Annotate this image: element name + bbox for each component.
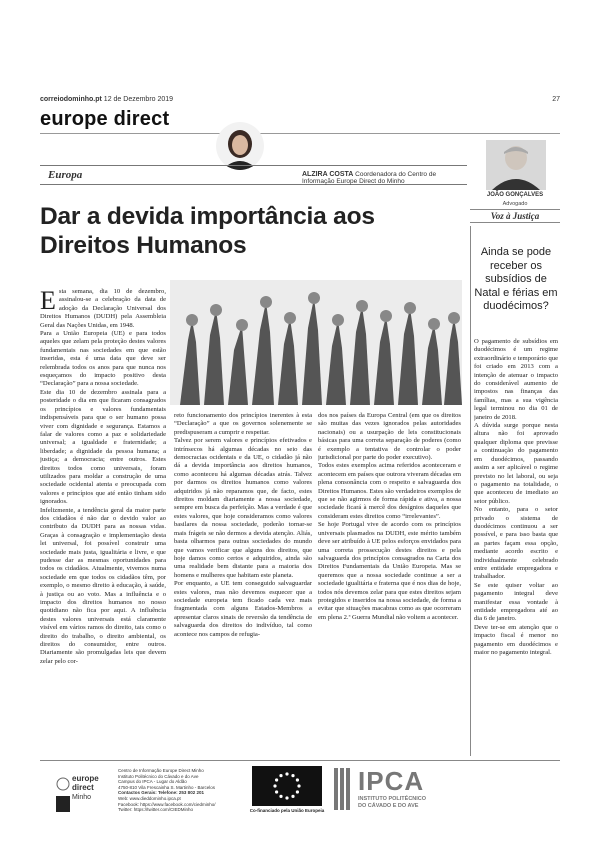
sidebar-column-label: Voz à Justiça xyxy=(470,209,560,223)
site-name: correiodominho.pt xyxy=(40,96,102,103)
sidebar-text xyxy=(474,338,558,758)
footer-divider xyxy=(40,760,560,761)
contact-line[interactable]: Twitter: https://twitter.com/CIEDMinho xyxy=(118,807,194,813)
sidebar-author-role: Advogado xyxy=(502,201,528,207)
article-paragraph: Se hoje Portugal vive de acordo com os princípios universais plasmados na DUDH, este mérito também deve ser atribuído à UE pelos esforços envidados para uma correta prossecução destes direitos e pela salvaguarda dos princípios consagrados na Carta dos Direitos Fundamentais da União Europeia. Mas se queremos que a nossa sociedade continue a ser a sociedade igualitária e fraterna que é nos dias de hoje, todos nós devemos zelar para que estes direitos sejam protegidos e inseridos na nossa sociedade, de forma a evitar que situações macabras como as que ocorreram em plena 2.ª Guerra Mundial não voltem a acontecer. xyxy=(318,521,461,621)
raised-hands-image xyxy=(170,280,462,405)
section-title: europe direct xyxy=(40,108,170,130)
article-paragraph: Esta semana, dia 10 de dezembro, assinalou-se a celebração da data de adoção da Declaração Universal dos Direitos Humanos (DUDH) pela Assembleia Geral das Nações Unidas, em 1948. xyxy=(40,288,166,329)
contact-line: Instituto Politécnico do Cávado e do Ave xyxy=(118,773,199,779)
drop-cap: E xyxy=(40,288,56,315)
sidebar-paragraph: Se este quiser voltar ao pagamento integral deve manifestar essa vontade à entidade empregadora até ao dia 6 de janeiro. xyxy=(474,581,558,623)
logo-text: europe direct xyxy=(72,774,99,792)
page-number: 27 xyxy=(552,96,560,103)
author-byline xyxy=(302,171,467,185)
contact-line: Campus do IPCA - Lugar do Aldão xyxy=(118,779,187,785)
contact-line: Centro de Informação Europe Direct Minho xyxy=(118,768,204,773)
sidebar-paragraph: A dúvida surge porque nesta altura não foi aprovado qualquer diploma que previsse a continuação do pagamento em duodécimos, passando assim a ser aplicável o regime previsto no lei laboral, ou seja o pagamento na totalidade, o que aconteceu de imediato ao setor público. xyxy=(474,422,558,505)
article-paragraph: Por enquanto, a UE tem conseguido salvaguardar estes valores, mas não devemos esquecer que a sociedade europeia tem ficado cada vez mais fragmentada com alguns Estados-Membros a apresentar claros sinais de reversão da tendência de salvaguarda dos direitos do indivíduo, tal como acontece nos campos de refugia- xyxy=(174,580,312,638)
sidebar-paragraph: O pagamento de subsídios em duodécimos é um regime extraordinário e temporário que foi criado em 2013 com a intenção de atenuar o impacto do considerável aumento de impostos nas finanças das famílias, mas a sua vigência legal terminou no dia 01 de janeiro de 2018. xyxy=(474,338,558,421)
author-name: ALZIRA COSTA xyxy=(302,171,354,178)
article-column-3 xyxy=(318,412,461,758)
sidebar-question: Ainda se pode receber os subsídios de Natal e férias em duodécimos? xyxy=(474,246,558,312)
europe-direct-logo xyxy=(56,772,114,812)
eu-cofunding-caption: Co-financiado pela União Europeia xyxy=(249,808,325,813)
ipca-subtitle: INSTITUTO POLITÉCNICO DO CÁVADO E DO AVE xyxy=(358,796,427,809)
author-role: Coordenadora do Centro de Informação Europe Direct do Minho xyxy=(302,171,437,185)
contact-info xyxy=(118,768,268,813)
article-paragraph: Todos estes exemplos acima referidos aconteceram e acontecem em países que outrora viveram décadas em plena consonância com o respeito e salvaguarda dos Direitos Humanos. Estes são verdadeiros exemplos de que se não agirmos de forma rápida e ativa, a nossa sociedade ficará à mercê dos desígnios daqueles que consideram estes direitos como “irrelevantes”. xyxy=(318,462,461,520)
article-paragraph: dos nos países da Europa Central (em que os direitos são muitas das vezes ignorados pelas autoridades nacionais) ou a usurpação de leis constitucionais básicas para uma correta separação de poderes (como é exemplo a tentativa de controlar o poder jurisdicional por parte do poder executivo). xyxy=(318,412,461,462)
contact-line[interactable]: Facebook: https://www.facebook.com/ciedminho/ xyxy=(118,801,216,807)
author-photo xyxy=(216,122,264,170)
sidebar-paragraph: Deve ter-se em atenção que o impacto fiscal é menor no pagamento em duodécimos e maior no pagamento integral. xyxy=(474,623,558,657)
ipca-bars-icon xyxy=(334,768,354,810)
issue-date: 12 de Dezembro 2019 xyxy=(103,96,174,103)
article-column-2 xyxy=(174,412,312,758)
article-paragraph: reto funcionamento dos princípios inerentes à esta “Declaração” a que os governos solenemente se predispuseram a cumprir e respeitar. xyxy=(174,412,312,436)
page-header-line xyxy=(40,96,560,108)
sidebar-paragraph: No entanto, para o setor privado o sistema de duodécimos continuou a ser possível, e para isso basta que as partes façam essa opção, mediante acordo escrito e individualmente celebrado entre entidade empregadora e trabalhador. xyxy=(474,506,558,581)
article-paragraph: Para a União Europeia (UE) e para todos aqueles que zelam pela proteção destes valores fundamentais nas sociedades em que estão inseridas, esta é uma data que deve ser relembrada todos os anos para que nunca nos esqueçamos do impacto positivo desta “Declaração” para a nossa sociedade. xyxy=(40,330,166,388)
footer xyxy=(40,762,560,816)
article-paragraph: Este dia 10 de dezembro assinala para a posteridade o dia em que ficaram consagrados os princípios e valores fundamentais indispensáveis para que o ser humano possa viver com dignidade e segurança. Estamos a falar de valores como a paz e solidariedade universal; a igualdade e fraternidade; a liberdade; a dignidade da pessoa humana; a justiça; a democracia; entre outros. Estes direitos todos como universais, foram utilizados para moldar a construção de uma sociedade ocidental atenta e preocupada com valores e princípios que até então tinham sido ignorados. xyxy=(40,388,166,506)
contact-line: 4750-810 Vila Frescainha S. Martinho - Barcelos xyxy=(118,784,215,790)
ipca-wordmark: IPCA xyxy=(358,766,425,796)
logo-subtext: Minho xyxy=(72,794,92,801)
sidebar-author-photo xyxy=(486,140,546,190)
column-bar xyxy=(40,165,467,185)
article-paragraph: Talvez por serem valores e princípios efetivados e intrínsecos há algumas décadas no seio das democracias ocidentais e da UE, o cidadão já não dá a devida importância aos direitos humanos, como aconteceu há algumas décadas atrás. Talvez por darmos os direitos humanos como valores adquiridos já não reparamos que, de facto, estes direitos moldam diariamente a nossa sociedade, sempre em busca da perfeição. Mas a verdade é que estes valores, que hoje consideramos como valores basilares da nossa sociedade, poderão tornar-se mais frágeis se não dermos a devida atenção. Aliás, basta olharmos para outras sociedades do mundo que vamos verificar que alguns dos direitos, que hoje damos como certos e adquiridos, ainda são uma realidade bem distante para a maioria dos homens e mulheres que habitam este planeta. xyxy=(174,437,312,579)
eu-star-circle-icon xyxy=(56,772,70,812)
article-headline: Dar a devida importância aos Direitos Humanos xyxy=(40,203,375,259)
column-label: Europa xyxy=(48,169,83,181)
sidebar-author-name: JOÃO GONÇALVES xyxy=(486,192,544,198)
header-divider xyxy=(40,133,560,134)
contact-line: Contactos Gerais: Telefone: 253 802 201 xyxy=(118,790,204,796)
article-column-1 xyxy=(40,288,166,758)
article-paragraph: Infelizmente, a tendência geral da maior parte dos cidadãos é não dar o devido valor ao contributo da DUDH para as nossas vidas. Graças à consagração e implementação desta lei universal, foi possível construir uma sociedade mais justa, igualitária e livre, e que pudesse dar as mesmas oportunidades para todos os cidadãos. Atualmente, vivemos numa sociedade em que todos os cidadãos têm, por exemplo, o mesmo direito à educação, à saúde, à justiça ou ao voto. Mas a influência e o impacto dos direitos humanos no nosso quotidiano não fica por aqui. A influência destes valores universais está claramente visível em vários ramos do direito, tais como o direito do trabalho, o direito ambiental, os direitos do consumidor, entre outros. Diariamente são promulgadas leis que devem zelar pelo cor- xyxy=(40,506,166,665)
ipca-logo xyxy=(334,766,494,812)
eu-flag-icon xyxy=(252,766,322,806)
contact-line[interactable]: Web: www.dieddominho.ipca.pt xyxy=(118,795,181,801)
